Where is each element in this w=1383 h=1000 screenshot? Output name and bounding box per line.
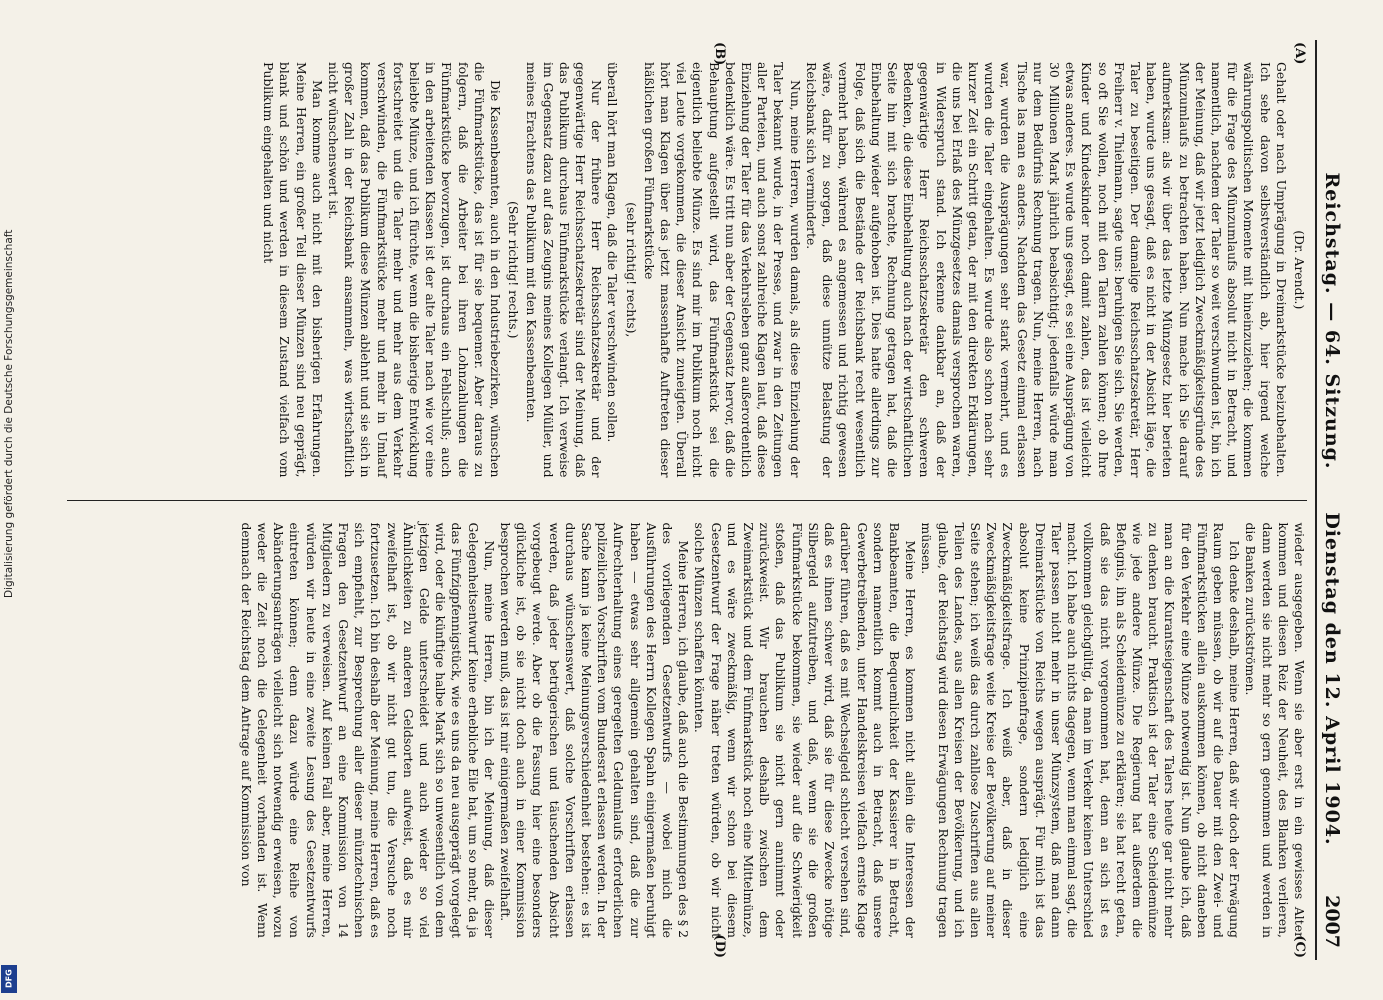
- dfg-logo: DFG: [1, 965, 17, 993]
- paragraph: überall hört man Klagen, daß die Taler verschwinden sollen.: [605, 62, 621, 443]
- margin-marker-b: (B): [712, 42, 727, 66]
- paragraph: Nun, meine Herren, wurden damals, als diese Einziehung der Taler bekannt wurde, in der Presse, und zwar in den Zeitungen aller Parteien, und auch sonst zahlreiche Klagen laut, daß diese Einziehung der Taler für das Verkehrsleben ganz außerordentlich bedenklich wäre. Es tritt nun aber der Gegensatz hervor, daß die Behauptung aufgestellt wird, das Fünfmarkstück sei die eigentlich beliebte Münze. Es sind mir im Publikum noch nicht viel Leute vorgekommen, die dieser Ansicht zuneigten. Überall hört man Klagen über das jetzt massenhafte Auftreten dieser häßlichen großen Fünfmarkstücke: [641, 62, 803, 478]
- paragraph: Nur der frühere Herr Reichsschatzsekretär und der gegenwärtige Herr Reichsschatzsekretär sind der Meinung, daß das Publikum durchaus Fünfmarkstücke verlangt. Ich verweise im Gegensatz dazu auf das Zeugnis meines Kollegen Müller, und meines Erachtens das Publikum mit den Kassenbeamten.: [524, 62, 605, 478]
- speaker-label: (Dr. Arendt.): [1292, 230, 1307, 310]
- margin-marker-c: (C): [1292, 935, 1307, 958]
- interjection: (sehr richtig! rechts),: [623, 202, 639, 338]
- margin-marker-d: (D): [712, 934, 727, 958]
- paragraph: Die Kassenbeamten, auch in den Industriebezirken, wünschen die Fünfmarkstücke, das ist für sie bequemer. Aber daraus zu folgern, daß die Arbeiter bei ihren Lohnzahlungen die Fünfmarkstücke bevorzugen, ist durchaus ein Fehlschluß; auch in den arbeitenden Klassen ist der alte Taler nach wie vor eine beliebte Münze, und ich fürchte, wenn die bisherige Entwicklung fortschreitet und die Taler mehr und mehr aus dem Verkehr verschwinden, die Fünfmarkstücke mehr und mehr in Umlauf kommen, daß das Publikum diese Münzen ablehnt und sie sich in großer Zahl in der Reichsbank ansammeln, was wirtschaftlich nicht wünschenswert ist.: [326, 62, 504, 478]
- left-column: [67, 40, 1307, 500]
- digitization-credit: Digitalisierung gefördert durch die Deutsche Forschungsgemeinschaft: [3, 230, 15, 599]
- paragraph: Man komme auch nicht mit den bisherigen Erfahrungen. Meine Herren, ein großer Teil dieser Münzen sind neu geprägt, blank und schön und werden in diesem Zustand vielfach vom Publikum eingehalten und nicht: [261, 62, 325, 478]
- paragraph: Meine Herren, es kommen nicht allein die Interessen der Bankbeamten, die Bequemlichkeit der Kassierer in Betracht, sondern namentlich kommt auch in Betracht, daß unsere Gewerbetreibenden, unter Handelskreisen vielfach ernste Klage darüber führen, daß es mit Wechselgeld schlecht versehen sind, daß es ihnen schwer wird, daß sie für diese Zwecke nötige Silbergeld aufzutreiben, und daß, wenn sie die großen Fünfmarkstücke bekommen, sie wieder auf die Schwierigkeit stoßen, daß das Publikum sie nicht gern annimmt oder zurückweist. Wir brauchen deshalb zwischen dem Zweimarkstück und dem Fünfmarkstück noch eine Mittelmünze, und es wäre zweckmäßig, wenn wir schon bei diesem Gesetzentwurf der Frage näher treten würden, ob wir nicht solche Münzen schaffen könnten.: [692, 522, 919, 938]
- paragraph: Ich denke deshalb, meine Herren, daß wir doch der Erwägung Raum geben müssen, ob wir auf die Dauer mit den Zwei- und Fünfmarkstücken allein auskommen können, ob nicht daneben für den Verkehr eine Münze notwendig ist. Nun glaube ich, daß man an die Kurantseigenschaft des Talers heute gar nicht mehr zu denken braucht. Praktisch ist der Taler eine Scheidemünze wie jede andere Münze. Die Regierung hat außerdem die Befugnis, ihn als Scheidemünze zu erklären; sie hat recht getan, daß sie das nicht vorgenommen hat, denn an sich ist es vollkommen gleichgültig, da man im Verkehr keinen Unterschied macht. Ich habe auch nichts dagegen, wenn man einmal sagt, die Taler passen nicht mehr in unser Münzsystem, daß man dann Dreimarkstücke von Reichs wegen ausprägt. Für mich ist das absolut keine Prinzipienfrage, sondern lediglich eine Zweckmäßigkeitsfrage. Ich weiß aber, daß in dieser Zweckmäßigkeitsfrage weite Kreise der Bevölkerung auf meiner Seite stehen; ich weiß das durch zahllose Zuschriften aus allen Teilen des Landes, aus allen Kreisen der Bevölkerung, und ich glaube, der Reichstag wird diesen Erwägungen Rechnung tragen müssen.: [919, 522, 1243, 938]
- page-title-right: Dienstag den 12. April 1904.: [1321, 512, 1343, 846]
- page-title-left: Reichstag. — 64. Sitzung.: [1321, 172, 1343, 470]
- margin-marker-a: (A): [1292, 42, 1307, 65]
- paragraph: Gehalt oder nach Umprägung in Dreimarkstücke beizubehalten. Ich sehe davon selbstverständlich ab, hier irgend welche währungspolitischen Momente mit hineinzuziehen; die kommen für die Frage des Münzumlaufs absolut nicht in Betracht, und namentlich, nachdem der Taler so weit verschwunden ist, bin ich der Meinung, daß wir jetzt lediglich Zweckmäßigkeitsgründe des Münzumlaufs zu betrachten haben. Nun mache ich Sie darauf aufmerksam: als wir über das letzte Münzgesetz hier berieten haben, wurde uns gesagt, daß es nicht in der Absicht läge, die Taler zu beseitigen. Der damalige Reichsschatzsekretär, Herr Freiherr v. Thielmann, sagte uns: beruhigen Sie sich. Sie werden, so oft Sie wollen, noch mit den Talern zahlen können; ob Ihre Kinder und Kindeskinder noch damit zahlen, das ist vielleicht etwas anderes. Es wurde uns gesagt, es sei eine Ausprägung von 30 Millionen Mark jährlich beabsichtigt; jedenfalls würde man nur dem Bedürfnis Rechnung tragen. Nun, meine Herren, nach Tische las man es anders. Nachdem das Gesetz einmal erlassen war, wurden die Ausprägungen sehr stark vermehrt, und es wurden die Taler eingehalten. Es wurde also schon nach sehr kurzer Zeit ein Schritt getan, der mit den direkten Erklärungen, die uns bei Erlaß des Münzgesetzes damals versprochen waren, in Widerspruch stand. Ich erkenne dankbar an, daß der gegenwärtige Herr Reichsschatzsekretär den schweren Bedenken, die diese Einbehaltung auch nach der wirtschaftlichen Seite hin mit sich brachte, Rechnung getragen hat, daß die Einbehaltung wieder aufgehoben ist. Dies hatte allerdings zur Folge, daß sich die Bestände der Reichsbank recht wesentlich vermehrt haben, während es angemessen und richtig gewesen wäre, dafür zu sorgen, daß diese unnütze Belastung der Reichsbank sich verminderte.: [803, 62, 1289, 478]
- text-columns: [67, 40, 1307, 960]
- paragraph: wieder ausgegeben. Wenn sie aber erst in ein gewisses Alter kommen und diesen Reiz der Neuheit, des Blanken verlieren, dann werden sie nicht mehr so gern genommen und werden in die Banken zurückströmen.: [1243, 522, 1307, 938]
- right-column: [67, 500, 1307, 961]
- interjection: (Sehr richtig! rechts.): [506, 201, 522, 339]
- paragraph: Nun, meine Herren, bin ich der Meinung, daß dieser Gelegenheitsentwurf keine erhebliche Eile hat, um so mehr, da ja das Fünfzigpfennigstück, wie es uns da neu ausgeprägt vorgelegt wird, oder die künftige halbe Mark sich so unwesentlich von dem jetzigen Gelde unterscheidet und auch wieder so viel Ähnlichkeiten zu anderen Geldsorten aufweist, daß es mir zweifelhaft ist, ob wir nicht gut tun, die Versuche noch fortzusetzen. Ich bin deshalb der Meinung, meine Herren, daß es sich empfiehlt, zur Besprechung aller dieser münztechnischen Fragen den Gesetzentwurf an eine Kommission von 14 Mitgliedern zu verweisen. Auf keinen Fall aber, meine Herren, würden wir heute in eine zweite Lesung des Gesetzentwurfs eintreten können; denn dazu würde eine Reihe von Abänderungsanträgen vielleicht sich notwendig erweisen, wozu weder die Zeit noch die Gelegenheit vorhanden ist. Wenn demnach der Reichstag dem Antrage auf Kommission von: [238, 522, 497, 938]
- page-header: [1315, 40, 1355, 960]
- paragraph: Meine Herren, ich glaube, daß auch die Bestimmungen des § 2 des vorliegenden Gesetzentwurfs — wobei mich die Ausführungen des Herrn Kollegen Spahn einigermaßen beruhigt haben — etwas sehr allgemein gehalten sind, daß die zur Aufrechterhaltung eines geregelten Geldumlaufs erforderlichen polizeilichen Vorschriften vom Bundesrat erlassen werden. In der Sache kann ja keine Meinungsverschiedenheit bestehen: es ist durchaus wünschenswert, daß solche Vorschriften erlassen werden, daß jeder betrügerischen und täuschenden Absicht vorgebeugt werde. Aber ob die Fassung hier eine besonders glückliche ist, ob sie nicht doch auch in einer Kommission besprochen werden muß, das ist mir einigermaßen zweifelhaft.: [498, 522, 692, 938]
- page-number: 2007: [1321, 895, 1343, 948]
